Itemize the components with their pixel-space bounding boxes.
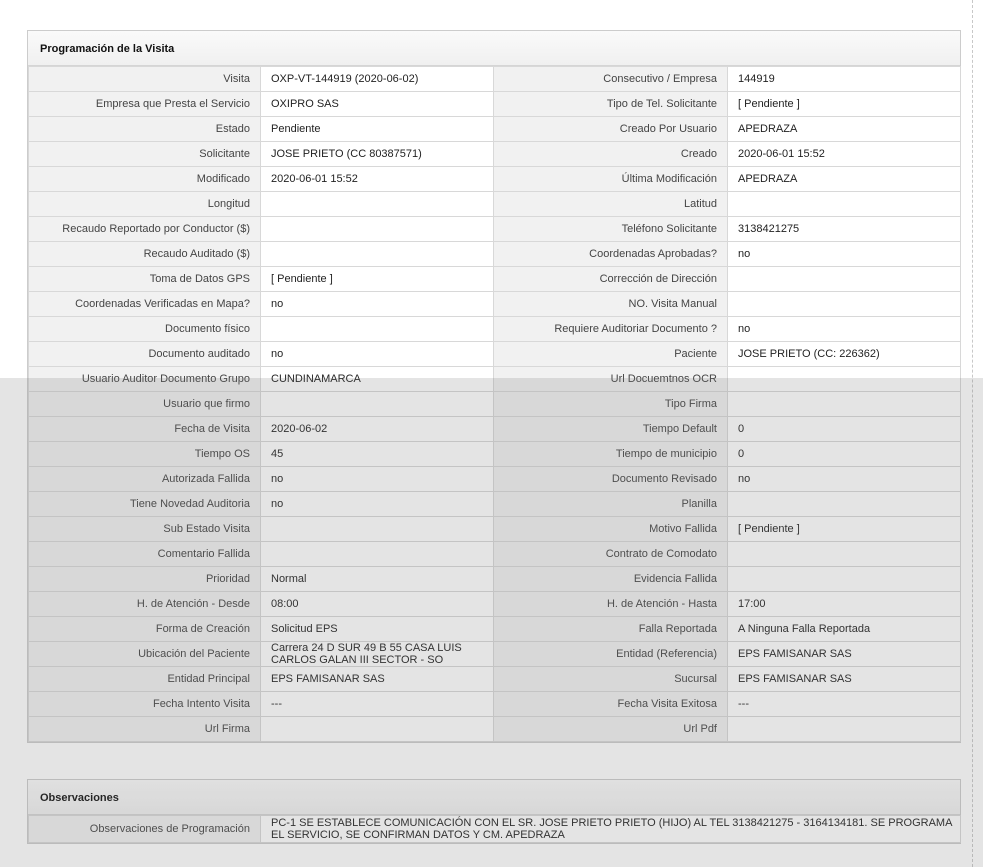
table-row (29, 92, 961, 117)
observaciones-panel (27, 779, 961, 844)
field-label: Latitud (494, 192, 728, 217)
table-row (29, 642, 961, 667)
field-value (728, 717, 961, 742)
field-value: [ Pendiente ] (728, 92, 961, 117)
table-row (29, 692, 961, 717)
table-row (29, 567, 961, 592)
observaciones-value: PC-1 SE ESTABLECE COMUNICACIÓN CON EL SR. JOSE PRIETO PRIETO (HIJO) AL TEL 3138421275 - 3164134181. SE PROGRAMA EL SERVICIO, SE CONFIRMAN DATOS Y CM. APEDRAZA (261, 816, 961, 843)
field-value (728, 367, 961, 392)
field-value (261, 242, 494, 267)
field-value: APEDRAZA (728, 167, 961, 192)
field-label: Coordenadas Aprobadas? (494, 242, 728, 267)
field-value (261, 517, 494, 542)
field-value: CUNDINAMARCA (261, 367, 494, 392)
field-label: Autorizada Fallida (29, 467, 261, 492)
field-value: Pendiente (261, 117, 494, 142)
field-label: Paciente (494, 342, 728, 367)
field-value (261, 192, 494, 217)
field-value (728, 192, 961, 217)
field-label: Modificado (29, 167, 261, 192)
table-row (29, 192, 961, 217)
table-row (29, 542, 961, 567)
dashed-divider (972, 0, 973, 867)
table-row (29, 617, 961, 642)
table-row (29, 392, 961, 417)
field-label: Estado (29, 117, 261, 142)
field-value (728, 492, 961, 517)
programacion-table-body (29, 67, 961, 742)
field-label: Fecha de Visita (29, 417, 261, 442)
field-label: Consecutivo / Empresa (494, 67, 728, 92)
programacion-table (28, 66, 961, 742)
field-value (261, 217, 494, 242)
field-value: --- (261, 692, 494, 717)
programacion-title: Programación de la Visita (28, 31, 960, 66)
table-row (29, 142, 961, 167)
field-value: 0 (728, 442, 961, 467)
table-row (29, 317, 961, 342)
field-value: Carrera 24 D SUR 49 B 55 CASA LUIS CARLOS GALAN III SECTOR - SO (261, 642, 494, 667)
table-row (29, 717, 961, 742)
field-label: Coordenadas Verificadas en Mapa? (29, 292, 261, 317)
field-label: Teléfono Solicitante (494, 217, 728, 242)
field-label: Tipo Firma (494, 392, 728, 417)
field-value: no (728, 467, 961, 492)
table-row (29, 367, 961, 392)
field-label: NO. Visita Manual (494, 292, 728, 317)
field-label: H. de Atención - Hasta (494, 592, 728, 617)
field-value: --- (728, 692, 961, 717)
field-label: Sub Estado Visita (29, 517, 261, 542)
table-row (29, 267, 961, 292)
field-value: no (261, 292, 494, 317)
field-label: Ubicación del Paciente (29, 642, 261, 667)
field-label: Recaudo Auditado ($) (29, 242, 261, 267)
field-value (728, 567, 961, 592)
field-label: Documento físico (29, 317, 261, 342)
field-value: 2020-06-01 15:52 (261, 167, 494, 192)
field-value: 2020-06-02 (261, 417, 494, 442)
field-label: Tiempo de municipio (494, 442, 728, 467)
field-label: Tiene Novedad Auditoria (29, 492, 261, 517)
field-value: no (261, 342, 494, 367)
field-label: Creado (494, 142, 728, 167)
field-label: Creado Por Usuario (494, 117, 728, 142)
field-value (261, 392, 494, 417)
observaciones-table (28, 815, 961, 843)
field-value: A Ninguna Falla Reportada (728, 617, 961, 642)
field-value (728, 542, 961, 567)
field-label: Fecha Intento Visita (29, 692, 261, 717)
field-label: Evidencia Fallida (494, 567, 728, 592)
field-label: Forma de Creación (29, 617, 261, 642)
observaciones-title: Observaciones (28, 780, 960, 815)
field-label: Tipo de Tel. Solicitante (494, 92, 728, 117)
table-row (29, 467, 961, 492)
field-value: 2020-06-01 15:52 (728, 142, 961, 167)
table-row (29, 67, 961, 92)
table-row (29, 517, 961, 542)
field-value: [ Pendiente ] (728, 517, 961, 542)
table-row (29, 342, 961, 367)
field-value (728, 292, 961, 317)
field-value: Solicitud EPS (261, 617, 494, 642)
field-value: EPS FAMISANAR SAS (728, 642, 961, 667)
field-value: OXP-VT-144919 (2020-06-02) (261, 67, 494, 92)
field-label: Corrección de Dirección (494, 267, 728, 292)
field-value: 17:00 (728, 592, 961, 617)
field-label: Visita (29, 67, 261, 92)
field-value: EPS FAMISANAR SAS (261, 667, 494, 692)
field-label: Recaudo Reportado por Conductor ($) (29, 217, 261, 242)
field-value: no (261, 492, 494, 517)
field-label: Falla Reportada (494, 617, 728, 642)
field-label: Usuario Auditor Documento Grupo (29, 367, 261, 392)
field-value: EPS FAMISANAR SAS (728, 667, 961, 692)
table-row (29, 442, 961, 467)
field-label: Url Pdf (494, 717, 728, 742)
field-label: Documento Revisado (494, 467, 728, 492)
table-row (29, 292, 961, 317)
field-value: no (728, 242, 961, 267)
field-label: H. de Atención - Desde (29, 592, 261, 617)
table-row (29, 417, 961, 442)
field-label: Solicitante (29, 142, 261, 167)
field-label: Motivo Fallida (494, 517, 728, 542)
table-row (29, 592, 961, 617)
field-value: 08:00 (261, 592, 494, 617)
field-value (261, 317, 494, 342)
field-label: Requiere Auditoriar Documento ? (494, 317, 728, 342)
field-label: Toma de Datos GPS (29, 267, 261, 292)
field-label: Comentario Fallida (29, 542, 261, 567)
field-label: Última Modificación (494, 167, 728, 192)
field-label: Tiempo Default (494, 417, 728, 442)
field-value (728, 267, 961, 292)
table-row (29, 217, 961, 242)
field-value: JOSE PRIETO (CC: 226362) (728, 342, 961, 367)
table-row (29, 167, 961, 192)
field-value: no (261, 467, 494, 492)
field-label: Planilla (494, 492, 728, 517)
field-label: Usuario que firmo (29, 392, 261, 417)
field-value: no (728, 317, 961, 342)
field-label: Longitud (29, 192, 261, 217)
field-value: OXIPRO SAS (261, 92, 494, 117)
field-label: Url Firma (29, 717, 261, 742)
field-label: Contrato de Comodato (494, 542, 728, 567)
field-value (261, 717, 494, 742)
field-label: Sucursal (494, 667, 728, 692)
field-label: Entidad (Referencia) (494, 642, 728, 667)
observaciones-label: Observaciones de Programación (29, 816, 261, 843)
table-row (29, 667, 961, 692)
field-label: Url Docuemtnos OCR (494, 367, 728, 392)
table-row (29, 816, 961, 843)
programacion-panel (27, 30, 961, 743)
field-value: Normal (261, 567, 494, 592)
field-value: 144919 (728, 67, 961, 92)
field-value: 3138421275 (728, 217, 961, 242)
field-value: APEDRAZA (728, 117, 961, 142)
field-label: Documento auditado (29, 342, 261, 367)
field-label: Entidad Principal (29, 667, 261, 692)
field-label: Tiempo OS (29, 442, 261, 467)
field-label: Fecha Visita Exitosa (494, 692, 728, 717)
field-value: 0 (728, 417, 961, 442)
table-row (29, 492, 961, 517)
field-value (728, 392, 961, 417)
field-label: Prioridad (29, 567, 261, 592)
field-value: [ Pendiente ] (261, 267, 494, 292)
table-row (29, 117, 961, 142)
field-label: Empresa que Presta el Servicio (29, 92, 261, 117)
field-value (261, 542, 494, 567)
table-row (29, 242, 961, 267)
field-value: 45 (261, 442, 494, 467)
field-value: JOSE PRIETO (CC 80387571) (261, 142, 494, 167)
